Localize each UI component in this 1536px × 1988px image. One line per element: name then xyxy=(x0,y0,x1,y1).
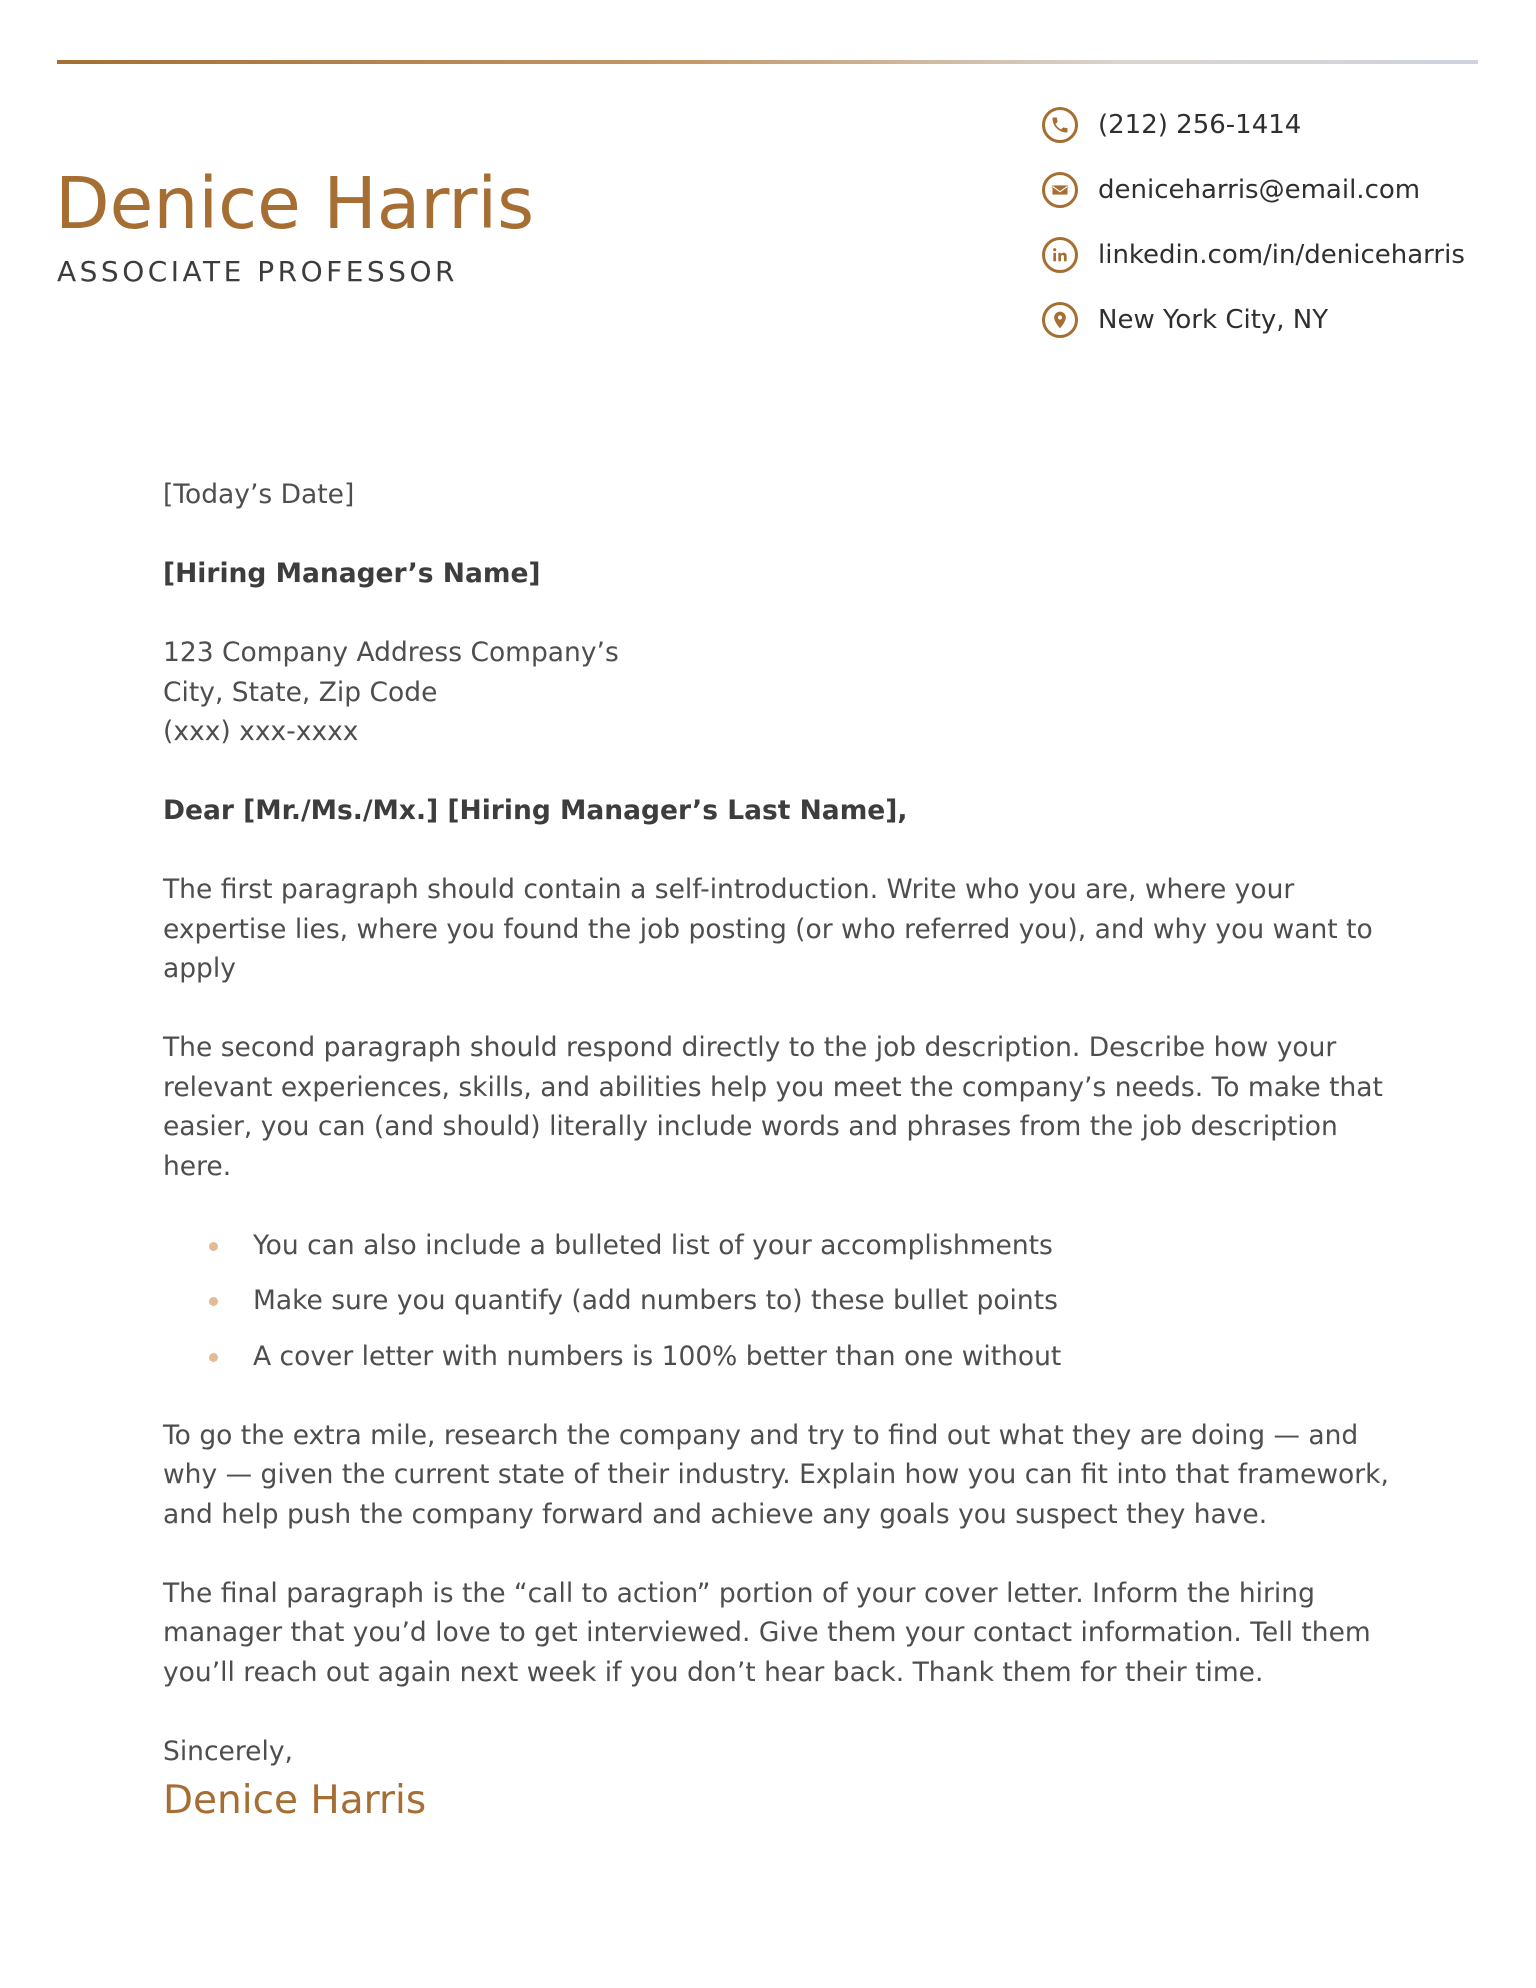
recipient-name: [Hiring Manager’s Name] xyxy=(163,558,541,589)
list-item xyxy=(163,1226,1393,1266)
contact-linkedin xyxy=(1042,234,1482,276)
address-line: City, State, Zip Code xyxy=(163,676,438,708)
contact-list xyxy=(1042,104,1482,364)
address-line: (xxx) xxx-xxxx xyxy=(163,716,359,747)
phone-number: (212) 256-1414 xyxy=(1098,110,1302,140)
email-address: deniceharris@email.com xyxy=(1098,175,1421,205)
phone-icon xyxy=(1042,107,1078,143)
list-item xyxy=(163,1337,1393,1377)
address-line: 123 Company Address Company’s xyxy=(163,637,619,668)
list-item-text: A cover letter with numbers is 100% better than one without xyxy=(253,1340,1062,1372)
bullet-icon xyxy=(209,1353,218,1362)
salutation: Dear [Mr./Ms./Mx.] [Hiring Manager’s Last Name], xyxy=(163,795,908,826)
list-item-text: Make sure you quantify (add numbers to) these bullet points xyxy=(253,1285,1058,1316)
location: New York City, NY xyxy=(1098,305,1329,335)
contact-location xyxy=(1042,299,1482,341)
recipient-address xyxy=(163,633,1393,752)
paragraph-experience: The second paragraph should respond directly to the job description. Describe how your relevant experiences, skills, and abilities help you meet the company’s needs. To make that easier, you can (and should) literally include words and phrases from the job description here. xyxy=(163,1032,1383,1182)
list-item-text: You can also include a bulleted list of your accomplishments xyxy=(253,1229,1053,1261)
top-divider xyxy=(57,60,1478,64)
paragraph-research: To go the extra mile, research the company and try to find out what they are doing — and why — given the current state of their industry. Explain how you can fit into that framework, and help push the company forward and achieve any goals you suspect they have. xyxy=(163,1419,1389,1530)
letter-date: [Today’s Date] xyxy=(163,479,355,510)
paragraph-call-to-action: The final paragraph is the “call to action” portion of your cover letter. Inform the hiring manager that you’d love to get interviewed. Give them your contact information. Tell them you’ll reach out again next week if you don’t hear back. Thank them for their time. xyxy=(163,1577,1371,1688)
letter-body xyxy=(163,475,1393,1811)
contact-email xyxy=(1042,169,1482,211)
bullet-icon xyxy=(209,1297,218,1306)
paragraph-intro: The first paragraph should contain a self-introduction. Write who you are, where your expertise lies, where you found the job posting (or who referred you), and why you want to apply xyxy=(163,874,1373,984)
applicant-title: ASSOCIATE PROFESSOR xyxy=(57,255,458,288)
email-icon xyxy=(1042,172,1078,208)
applicant-name: Denice Harris xyxy=(55,162,535,245)
contact-phone xyxy=(1042,104,1482,146)
linkedin-url: linkedin.com/in/deniceharris xyxy=(1098,240,1465,270)
accomplishment-list xyxy=(163,1226,1393,1377)
bullet-icon xyxy=(209,1242,218,1251)
signature-name: Denice Harris xyxy=(163,1778,427,1823)
linkedin-icon xyxy=(1042,237,1078,273)
location-pin-icon xyxy=(1042,302,1078,338)
closing: Sincerely, xyxy=(163,1735,293,1767)
list-item xyxy=(163,1281,1393,1321)
